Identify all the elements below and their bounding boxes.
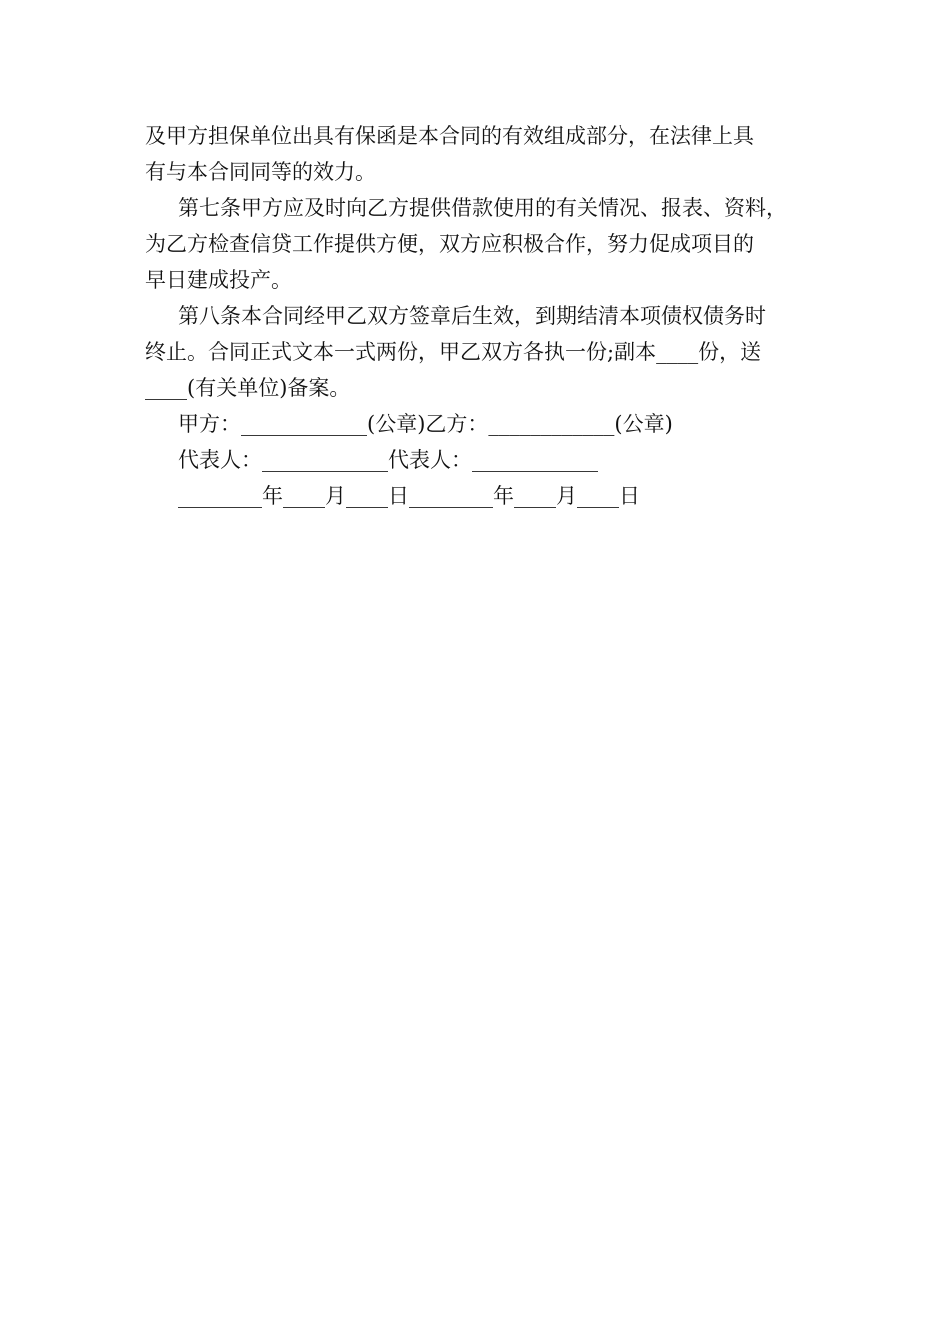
date-line: ________年____月____日________年____月____日 (178, 484, 640, 508)
text-line: 及甲方担保单位出具有保函是本合同的有效组成部分，在法律上具 (145, 124, 754, 148)
text-line: 终止。合同正式文本一式两份，甲乙双方各执一份;副本____份，送 (145, 340, 762, 364)
text-line: ____(有关单位)备案。 (145, 376, 351, 400)
text-line: 有与本合同同等的效力。 (145, 160, 376, 184)
article-seven-line: 第七条甲方应及时向乙方提供借款使用的有关情况、报表、资料， (178, 196, 787, 220)
representative-line: 代表人：____________代表人：____________ (178, 448, 598, 472)
party-seal-line: 甲方：____________(公章)乙方：____________(公章) (178, 412, 673, 436)
text-line: 早日建成投产。 (145, 268, 292, 292)
text-line: 为乙方检查信贷工作提供方便，双方应积极合作，努力促成项目的 (145, 232, 754, 256)
article-eight-line: 第八条本合同经甲乙双方签章后生效，到期结清本项债权债务时 (178, 304, 766, 328)
document-body (145, 118, 815, 514)
